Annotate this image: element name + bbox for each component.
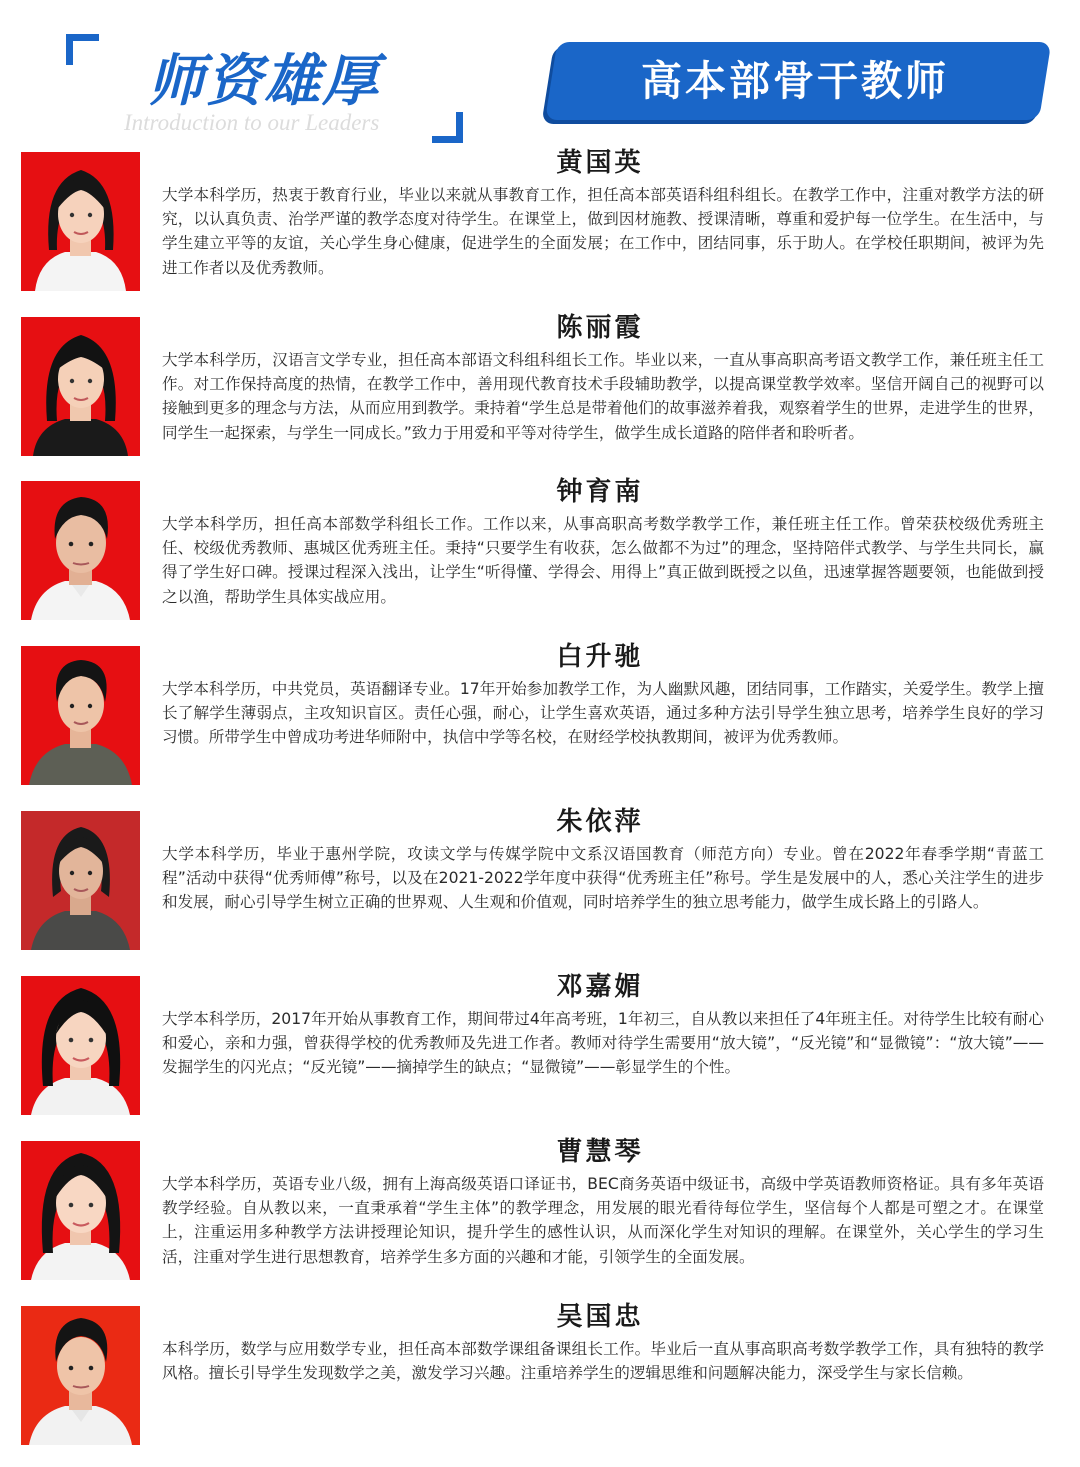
teacher-photo <box>21 1306 140 1445</box>
corner-bracket-decoration <box>432 112 463 143</box>
teacher-bio: 本科学历，数学与应用数学专业，担任高本部数学课组备课组长工作。毕业后一直从事高职高考数学教学工作，具有独特的教学风格。擅长引导学生发现数学之美，激发学习兴趣。注重培养学生的逻辑思维和问题解决能力，深受学生与家长信赖。 <box>162 1340 1044 1383</box>
teacher-photo <box>21 646 140 785</box>
section-banner-title: 高本部骨干教师 <box>641 57 949 105</box>
teacher-name: 朱依萍 <box>556 807 644 837</box>
teacher-name: 钟育南 <box>556 477 644 507</box>
teacher-name: 曹慧琴 <box>556 1137 644 1167</box>
teacher-bio: 大学本科学历，2017年开始从事教育工作，期间带过4年高考班，1年初三，自从教以来担任了4年班主任。对待学生比较有耐心和爱心，亲和力强，曾获得学校的优秀教师及先进工作者。教师对待学生需要用“放大镜”，“反光镜”和“显微镜”：“放大镜”——发掘学生的闪光点；“反光镜”——摘掉学生的缺点；“显微镜”——彰显学生的个性。 <box>162 1010 1044 1077</box>
teacher-photo <box>21 976 140 1115</box>
teacher-name: 白升驰 <box>556 642 644 672</box>
teacher-photo <box>21 1141 140 1280</box>
teacher-name: 陈丽霞 <box>556 313 644 343</box>
page-subtitle: Introduction to our Leaders <box>124 110 380 135</box>
teacher-bio: 大学本科学历，毕业于惠州学院，攻读文学与传媒学院中文系汉语国教育（师范方向）专业。曾在2022年春季学期“青蓝工程”活动中获得“优秀师傅”称号，以及在2021-2022学年度中获得“优秀班主任”称号。学生是发展中的人，悉心关注学生的进步和发展，耐心引导学生树立正确的世界观、人生观和价值观，同时培养学生的独立思考能力，做学生成长路上的引路人。 <box>162 845 1044 912</box>
page-title: 师资雄厚 <box>148 48 380 114</box>
teacher-bio: 大学本科学历，汉语言文学专业，担任高本部语文科组科组长工作。毕业以来，一直从事高职高考语文教学工作，兼任班主任工作。对工作保持高度的热情，在教学工作中，善用现代教育技术手段辅助教学，以提高课堂教学效率。坚信开阔自己的视野可以接触到更多的理念与方法，从而应用到教学。秉持着“学生总是带着他们的故事滋养着我，观察着学生的世界，走进学生的世界，同学生一起探索，与学生一同成长。”致力于用爱和平等对待学生，做学生成长道路的陪伴者和聆听者。 <box>162 351 1044 442</box>
corner-bracket-decoration <box>66 34 99 65</box>
teacher-photo <box>21 481 140 620</box>
teacher-name: 吴国忠 <box>556 1302 644 1332</box>
teacher-bio: 大学本科学历，中共党员，英语翻译专业。17年开始参加教学工作，为人幽默风趣，团结同事，工作踏实，关爱学生。教学上擅长了解学生薄弱点，主攻知识盲区。责任心强，耐心，让学生喜欢英语，通过多种方法引导学生独立思考，培养学生良好的学习习惯。所带学生中曾成功考进华师附中，执信中学等名校，在财经学校执教期间，被评为优秀教师。 <box>162 680 1044 747</box>
page-header <box>0 0 1080 150</box>
teacher-bio: 大学本科学历，热衷于教育行业，毕业以来就从事教育工作，担任高本部英语科组科组长。在教学工作中，注重对教学方法的研究，以认真负责、治学严谨的教学态度对待学生。在课堂上，做到因材施教、授课清晰，尊重和爱护每一位学生。在生活中，与学生建立平等的友谊，关心学生身心健康，促进学生的全面发展；在工作中，团结同事，乐于助人。在学校任职期间，被评为先进工作者以及优秀教师。 <box>162 186 1044 277</box>
teacher-photo <box>21 811 140 950</box>
teacher-name: 邓嘉媚 <box>556 972 644 1002</box>
teacher-name: 黄国英 <box>556 148 644 178</box>
teacher-photo <box>21 317 140 456</box>
teacher-bio: 大学本科学历，英语专业八级，拥有上海高级英语口译证书，BEC商务英语中级证书，高级中学英语教师资格证。具有多年英语教学经验。自从教以来，一直秉承着“学生主体”的教学理念，用发展的眼光看待每位学生，坚信每个人都是可塑之才。在课堂上，注重运用多种教学方法讲授理论知识，提升学生的感性认识，从而深化学生对知识的理解。在课堂外，关心学生的学习生活，注重对学生进行思想教育，培养学生多方面的兴趣和才能，引领学生的全面发展。 <box>162 1175 1044 1266</box>
teacher-bio: 大学本科学历，担任高本部数学科组长工作。工作以来，从事高职高考数学教学工作，兼任班主任工作。曾荣获校级优秀班主任、校级优秀教师、惠城区优秀班主任。秉持“只要学生有收获，怎么做都不为过”的理念，坚持陪伴式教学、与学生共同长，赢得了学生好口碑。授课过程深入浅出，让学生“听得懂、学得会、用得上”真正做到既授之以鱼，迅速掌握答题要领，也能做到授之以渔，帮助学生具体实战应用。 <box>162 515 1044 606</box>
teacher-photo <box>21 152 140 291</box>
